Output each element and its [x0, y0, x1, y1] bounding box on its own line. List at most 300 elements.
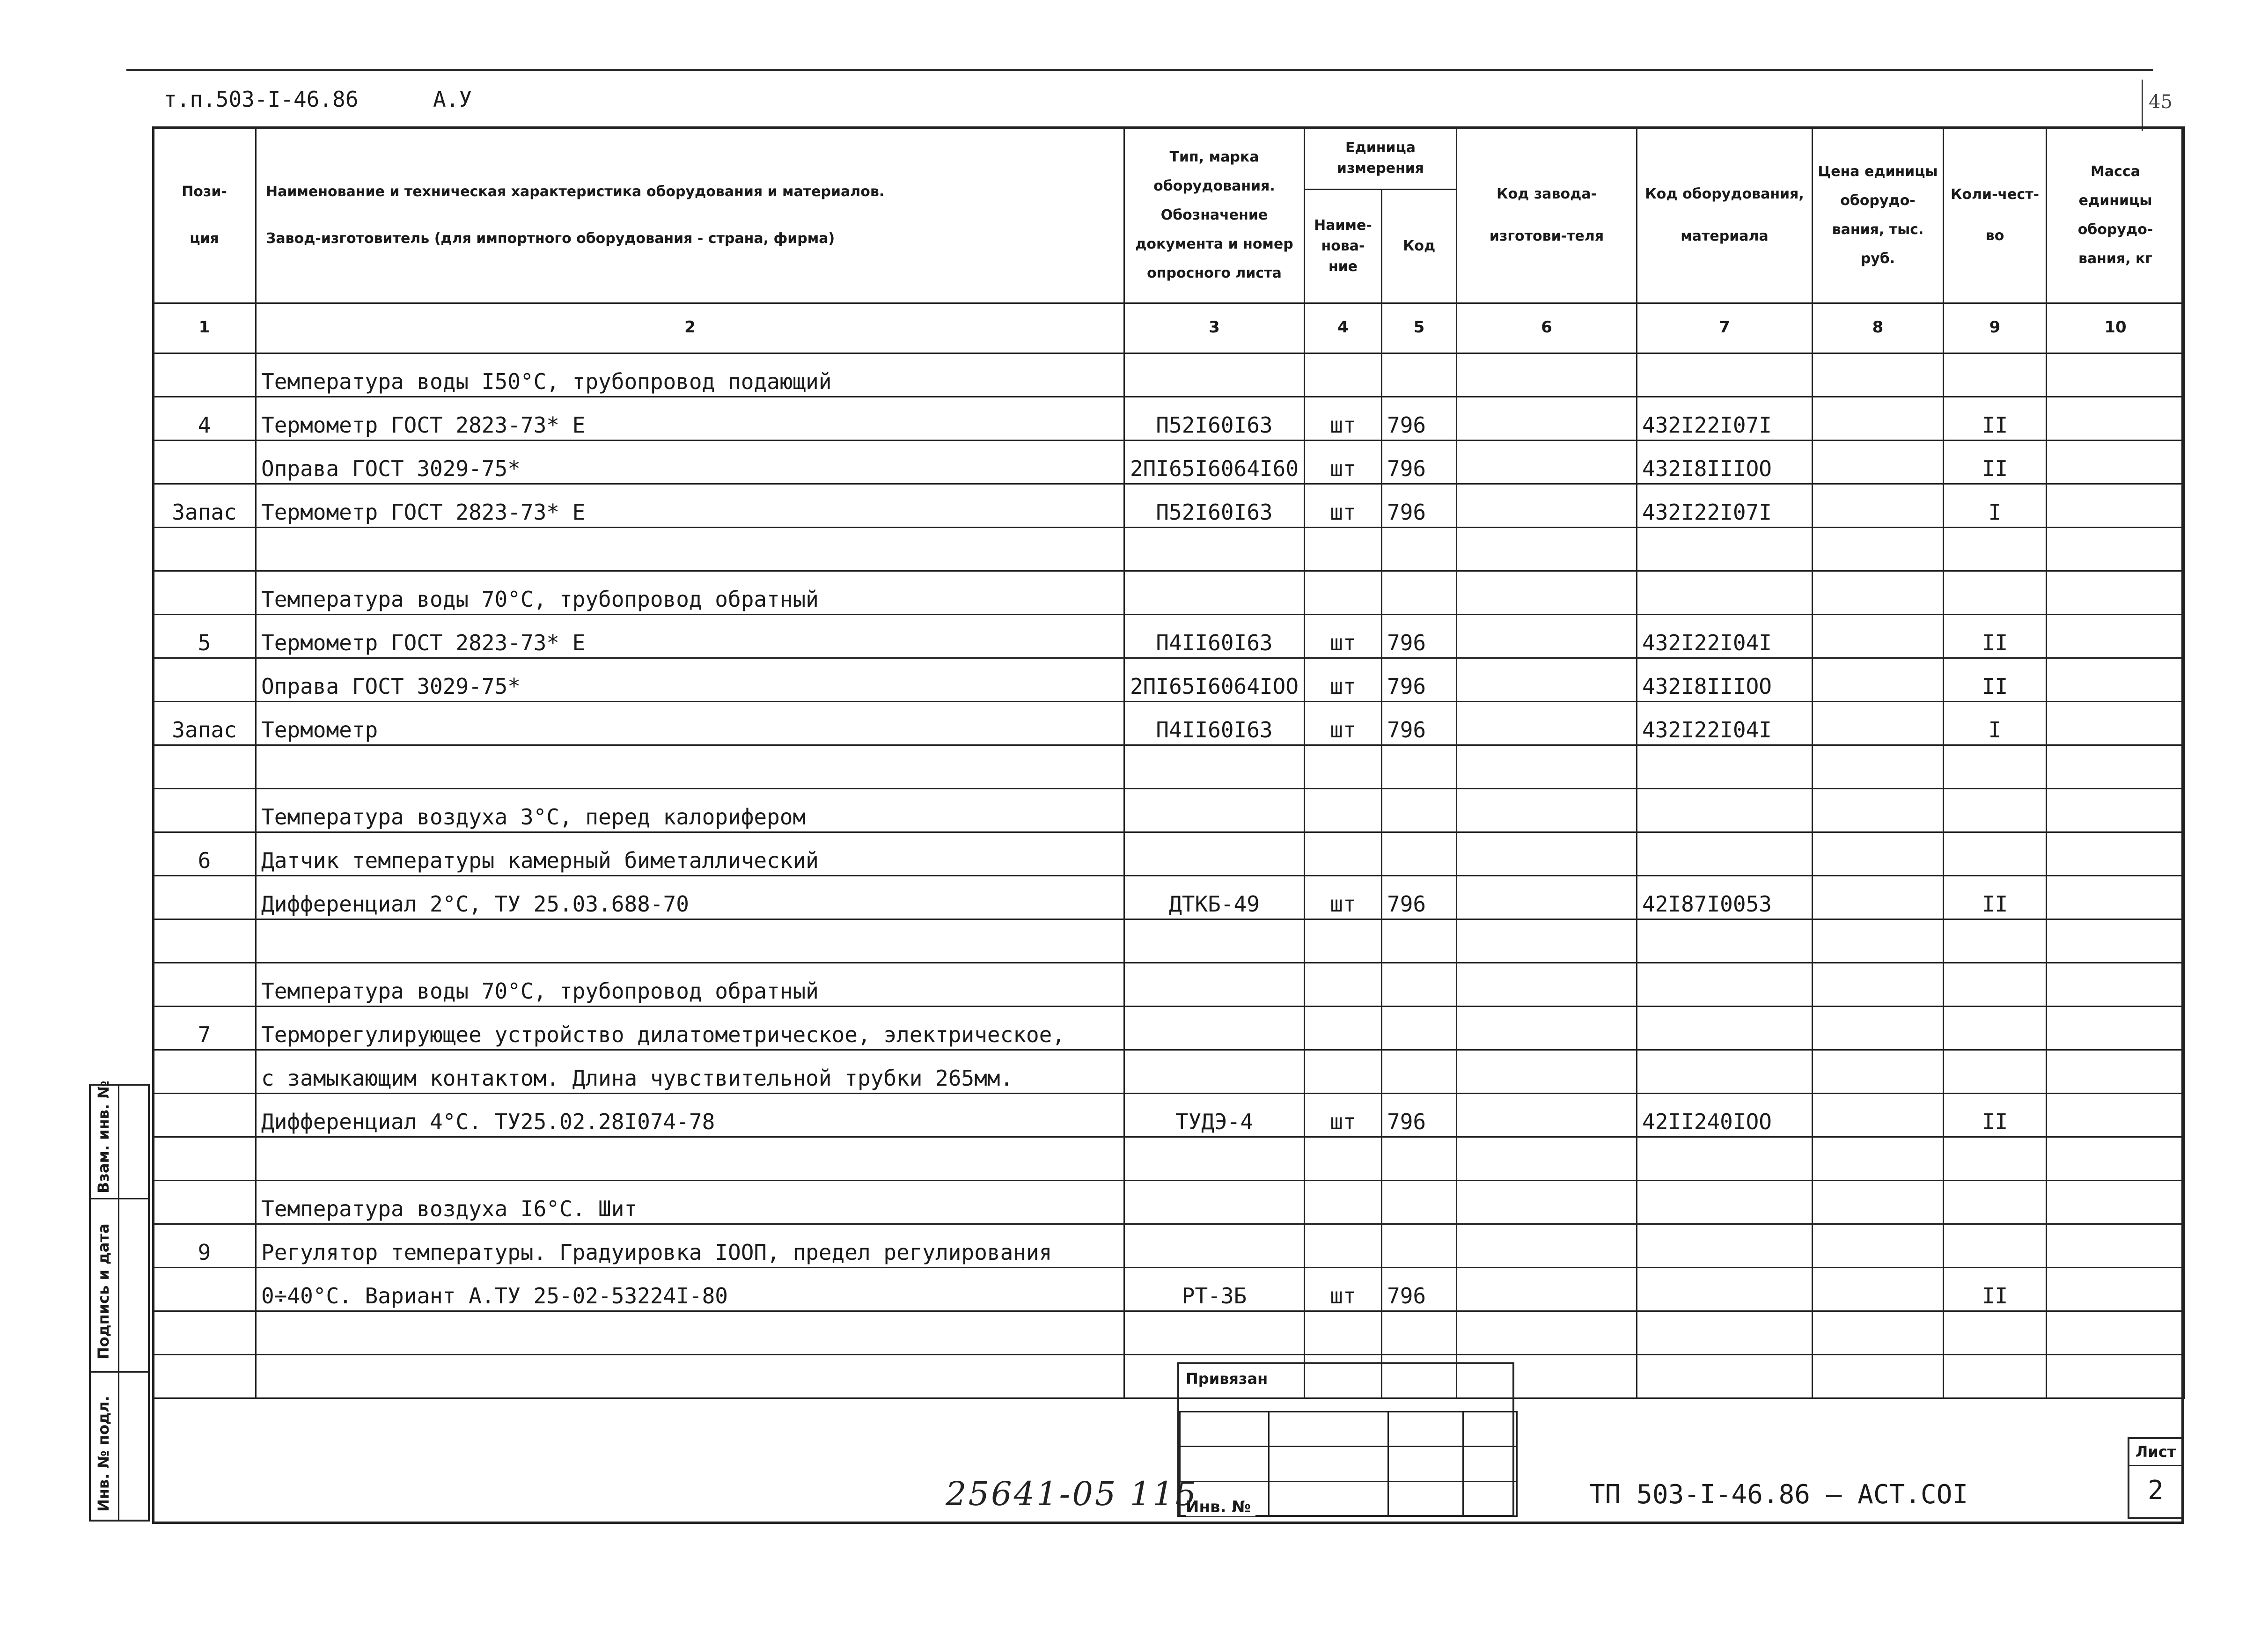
- type-cell: РТ-3Б: [1124, 1268, 1305, 1311]
- quantity-cell: [1944, 745, 2047, 789]
- col-number: 6: [1457, 303, 1637, 353]
- unit-code-cell: [1382, 832, 1457, 876]
- type-cell: [1124, 1137, 1305, 1181]
- col-number: 1: [153, 303, 256, 353]
- unit-cell: [1305, 528, 1382, 571]
- mass-cell: [2047, 745, 2185, 789]
- price-cell: [1813, 528, 1944, 571]
- plant-code-cell: [1457, 876, 1637, 919]
- price-cell: [1813, 789, 1944, 832]
- table-row: [153, 397, 2185, 441]
- name-cell: [256, 1355, 1124, 1398]
- page-number: 45: [2149, 91, 2173, 113]
- unit-code-cell: [1382, 1224, 1457, 1268]
- type-cell: [1124, 789, 1305, 832]
- table-row: [153, 1181, 2185, 1224]
- position-cell: Запас: [153, 484, 256, 528]
- position-cell: [153, 353, 256, 397]
- header-name: [256, 127, 1124, 303]
- plant-code-cell: [1457, 658, 1637, 702]
- col-number: 9: [1944, 303, 2047, 353]
- price-cell: [1813, 615, 1944, 658]
- linked-label: Привязан: [1186, 1370, 1268, 1388]
- price-cell: [1813, 1050, 1944, 1094]
- price-cell: [1813, 441, 1944, 484]
- header-type: Тип, марка оборудования. Обозначение документа и номер опросного листа: [1124, 127, 1305, 303]
- material-code-cell: [1637, 1224, 1813, 1268]
- table-row: [153, 963, 2185, 1007]
- quantity-cell: II: [1944, 615, 2047, 658]
- material-code-cell: [1637, 745, 1813, 789]
- quantity-cell: [1944, 1137, 2047, 1181]
- unit-code-cell: 796: [1382, 441, 1457, 484]
- unit-code-cell: 796: [1382, 702, 1457, 745]
- type-cell: ТУДЭ-4: [1124, 1094, 1305, 1137]
- quantity-cell: II: [1944, 876, 2047, 919]
- unit-cell: шт: [1305, 484, 1382, 528]
- mass-cell: [2047, 484, 2185, 528]
- price-cell: [1813, 397, 1944, 441]
- type-cell: 2ПI65I6064I60: [1124, 441, 1305, 484]
- position-cell: [153, 528, 256, 571]
- column-numbers-row: [153, 303, 2185, 353]
- plant-code-cell: [1457, 919, 1637, 963]
- plant-code-cell: [1457, 702, 1637, 745]
- name-cell: Температура воды 70°С, трубопровод обратный: [256, 963, 1124, 1007]
- price-cell: [1813, 353, 1944, 397]
- unit-cell: шт: [1305, 1094, 1382, 1137]
- type-cell: [1124, 1311, 1305, 1355]
- price-cell: [1813, 963, 1944, 1007]
- table-row: [153, 832, 2185, 876]
- name-cell: Оправа ГОСТ 3029-75*: [256, 441, 1124, 484]
- name-cell: Дифференциал 2°С, ТУ 25.03.688-70: [256, 876, 1124, 919]
- name-cell: Термометр ГОСТ 2823-73* Е: [256, 615, 1124, 658]
- type-cell: [1124, 1224, 1305, 1268]
- sheet-box: [2128, 1437, 2184, 1519]
- unit-code-cell: 796: [1382, 615, 1457, 658]
- name-cell: Оправа ГОСТ 3029-75*: [256, 658, 1124, 702]
- top-rule: [126, 69, 2153, 71]
- material-code-cell: [1637, 1050, 1813, 1094]
- name-cell: Температура воздуха I6°С. Шит: [256, 1181, 1124, 1224]
- unit-cell: [1305, 1050, 1382, 1094]
- plant-code-cell: [1457, 963, 1637, 1007]
- quantity-cell: [1944, 963, 2047, 1007]
- name-cell: Регулятор температуры. Градуировка IООП, предел регулирования: [256, 1224, 1124, 1268]
- quantity-cell: [1944, 919, 2047, 963]
- position-cell: 5: [153, 615, 256, 658]
- mass-cell: [2047, 1224, 2185, 1268]
- mass-cell: [2047, 528, 2185, 571]
- header-plant-code: Код завода-изготови-теля: [1457, 127, 1637, 303]
- unit-code-cell: [1382, 571, 1457, 615]
- type-cell: П4II60I63: [1124, 702, 1305, 745]
- mass-cell: [2047, 1268, 2185, 1311]
- plant-code-cell: [1457, 1050, 1637, 1094]
- unit-code-cell: [1382, 745, 1457, 789]
- type-cell: 2ПI65I6064IОО: [1124, 658, 1305, 702]
- material-code-cell: 432I8IIIОО: [1637, 658, 1813, 702]
- quantity-cell: II: [1944, 441, 2047, 484]
- plant-code-cell: [1457, 789, 1637, 832]
- plant-code-cell: [1457, 571, 1637, 615]
- table-row: [153, 1268, 2185, 1311]
- type-cell: [1124, 1050, 1305, 1094]
- plant-code-cell: [1457, 1094, 1637, 1137]
- quantity-cell: II: [1944, 658, 2047, 702]
- plant-code-cell: [1457, 441, 1637, 484]
- unit-cell: [1305, 1007, 1382, 1050]
- price-cell: [1813, 484, 1944, 528]
- header-position: Пози- ция: [153, 127, 256, 303]
- inventory-original-label: Инв. № подл.: [95, 1396, 112, 1512]
- mass-cell: [2047, 1007, 2185, 1050]
- quantity-cell: [1944, 571, 2047, 615]
- name-cell: Датчик температуры камерный биметаллический: [256, 832, 1124, 876]
- material-code-cell: [1637, 528, 1813, 571]
- name-cell: [256, 1311, 1124, 1355]
- table-row: [153, 1311, 2185, 1355]
- unit-code-cell: 796: [1382, 397, 1457, 441]
- type-cell: П52I60I63: [1124, 397, 1305, 441]
- name-cell: 0÷40°С. Вариант А.ТУ 25-02-53224I-80: [256, 1268, 1124, 1311]
- mass-cell: [2047, 658, 2185, 702]
- type-cell: [1124, 919, 1305, 963]
- header-material-code: Код оборудования, материала: [1637, 127, 1813, 303]
- table-row: [153, 1007, 2185, 1050]
- table-row: [153, 1137, 2185, 1181]
- sheet-label: Лист: [2129, 1439, 2182, 1466]
- type-cell: [1124, 528, 1305, 571]
- mass-cell: [2047, 1355, 2185, 1398]
- unit-cell: [1305, 1311, 1382, 1355]
- plant-code-cell: [1457, 353, 1637, 397]
- price-cell: [1813, 1181, 1944, 1224]
- unit-cell: шт: [1305, 702, 1382, 745]
- specification-table: [152, 126, 2185, 1399]
- material-code-cell: [1637, 1181, 1813, 1224]
- price-cell: [1813, 1224, 1944, 1268]
- price-cell: [1813, 876, 1944, 919]
- mass-cell: [2047, 353, 2185, 397]
- mass-cell: [2047, 1050, 2185, 1094]
- name-cell: Температура воды 70°С, трубопровод обратный: [256, 571, 1124, 615]
- plant-code-cell: [1457, 1181, 1637, 1224]
- table-row: [153, 702, 2185, 745]
- mass-cell: [2047, 571, 2185, 615]
- quantity-cell: II: [1944, 397, 2047, 441]
- type-cell: [1124, 963, 1305, 1007]
- unit-code-cell: [1382, 1137, 1457, 1181]
- price-cell: [1813, 1355, 1944, 1398]
- name-cell: Температура воды I50°С, трубопровод подающий: [256, 353, 1124, 397]
- position-cell: [153, 441, 256, 484]
- position-cell: [153, 1050, 256, 1094]
- price-cell: [1813, 745, 1944, 789]
- unit-code-cell: 796: [1382, 876, 1457, 919]
- type-cell: [1124, 1181, 1305, 1224]
- unit-cell: шт: [1305, 876, 1382, 919]
- material-code-cell: 432I22I07I: [1637, 397, 1813, 441]
- approval-sidebar: [89, 1081, 150, 1522]
- type-cell: [1124, 571, 1305, 615]
- quantity-cell: [1944, 832, 2047, 876]
- unit-cell: шт: [1305, 658, 1382, 702]
- plant-code-cell: [1457, 1007, 1637, 1050]
- table-row: [153, 353, 2185, 397]
- price-cell: [1813, 658, 1944, 702]
- position-cell: [153, 658, 256, 702]
- mass-cell: [2047, 1181, 2185, 1224]
- quantity-cell: [1944, 528, 2047, 571]
- plant-code-cell: [1457, 1224, 1637, 1268]
- name-cell: [256, 528, 1124, 571]
- unit-cell: [1305, 353, 1382, 397]
- table-row: [153, 1355, 2185, 1398]
- unit-code-cell: [1382, 1181, 1457, 1224]
- position-cell: [153, 1137, 256, 1181]
- quantity-cell: [1944, 353, 2047, 397]
- unit-code-cell: 796: [1382, 1268, 1457, 1311]
- material-code-cell: [1637, 832, 1813, 876]
- name-cell: [256, 919, 1124, 963]
- unit-cell: шт: [1305, 441, 1382, 484]
- material-code-cell: [1637, 1137, 1813, 1181]
- material-code-cell: 432I22I04I: [1637, 615, 1813, 658]
- quantity-cell: [1944, 1355, 2047, 1398]
- material-code-cell: [1637, 1355, 1813, 1398]
- mass-cell: [2047, 441, 2185, 484]
- position-cell: [153, 789, 256, 832]
- position-cell: [153, 1094, 256, 1137]
- quantity-cell: [1944, 1224, 2047, 1268]
- unit-cell: [1305, 1224, 1382, 1268]
- table-row: [153, 571, 2185, 615]
- position-cell: [153, 1181, 256, 1224]
- mass-cell: [2047, 702, 2185, 745]
- position-cell: [153, 745, 256, 789]
- price-cell: [1813, 571, 1944, 615]
- col-number: 7: [1637, 303, 1813, 353]
- unit-cell: шт: [1305, 615, 1382, 658]
- position-cell: [153, 1311, 256, 1355]
- mass-cell: [2047, 876, 2185, 919]
- price-cell: [1813, 702, 1944, 745]
- plant-code-cell: [1457, 1137, 1637, 1181]
- col-number: 3: [1124, 303, 1305, 353]
- position-cell: [153, 1268, 256, 1311]
- table-row: [153, 919, 2185, 963]
- handwritten-number: 25641-05 115: [946, 1475, 1198, 1513]
- quantity-cell: [1944, 1181, 2047, 1224]
- unit-code-cell: [1382, 963, 1457, 1007]
- name-cell: [256, 1137, 1124, 1181]
- name-cell: Термометр ГОСТ 2823-73* Е: [256, 484, 1124, 528]
- table-row: [153, 789, 2185, 832]
- table-row: [153, 528, 2185, 571]
- type-cell: [1124, 832, 1305, 876]
- header-mass: Масса единицы оборудо-вания, кг: [2047, 127, 2185, 303]
- col-number: 8: [1813, 303, 1944, 353]
- name-cell: Термометр ГОСТ 2823-73* Е: [256, 397, 1124, 441]
- header-quantity: Коли-чест-во: [1944, 127, 2047, 303]
- col-number: 4: [1305, 303, 1382, 353]
- quantity-cell: [1944, 1007, 2047, 1050]
- table-row: [153, 745, 2185, 789]
- position-cell: [153, 571, 256, 615]
- type-cell: [1124, 745, 1305, 789]
- material-code-cell: [1637, 1311, 1813, 1355]
- plant-code-cell: [1457, 484, 1637, 528]
- material-code-cell: 432I22I07I: [1637, 484, 1813, 528]
- type-cell: [1124, 1007, 1305, 1050]
- table-row: [153, 484, 2185, 528]
- mass-cell: [2047, 1311, 2185, 1355]
- header-unit-name: Наиме-нова-ние: [1305, 190, 1382, 303]
- quantity-cell: II: [1944, 1268, 2047, 1311]
- quantity-cell: [1944, 1311, 2047, 1355]
- type-cell: ДТКБ-49: [1124, 876, 1305, 919]
- sign-date-label: Подпись и дата: [95, 1223, 112, 1360]
- doc-id: т.п.503-I-46.86: [164, 87, 359, 112]
- material-code-cell: 432I8IIIОО: [1637, 441, 1813, 484]
- unit-code-cell: [1382, 353, 1457, 397]
- unit-cell: [1305, 571, 1382, 615]
- position-cell: [153, 1355, 256, 1398]
- position-cell: [153, 919, 256, 963]
- unit-cell: [1305, 832, 1382, 876]
- quantity-cell: I: [1944, 702, 2047, 745]
- col-number: 2: [256, 303, 1124, 353]
- name-cell: Термометр: [256, 702, 1124, 745]
- plant-code-cell: [1457, 745, 1637, 789]
- material-code-cell: [1637, 1007, 1813, 1050]
- mass-cell: [2047, 789, 2185, 832]
- mass-cell: [2047, 1137, 2185, 1181]
- material-code-cell: [1637, 1268, 1813, 1311]
- unit-cell: [1305, 1181, 1382, 1224]
- material-code-cell: [1637, 919, 1813, 963]
- name-cell: [256, 745, 1124, 789]
- col-number: 10: [2047, 303, 2185, 353]
- col-number: 5: [1382, 303, 1457, 353]
- name-cell: Терморегулирующее устройство дилатометрическое, электрическое,: [256, 1007, 1124, 1050]
- plant-code-cell: [1457, 1311, 1637, 1355]
- unit-cell: [1305, 963, 1382, 1007]
- table-row: [153, 876, 2185, 919]
- table-row: [153, 1094, 2185, 1137]
- table-row: [153, 615, 2185, 658]
- inventory-label: Инв. №: [1186, 1498, 1255, 1516]
- plant-code-cell: [1457, 528, 1637, 571]
- linked-stamp: [1177, 1362, 1514, 1517]
- replace-inventory-label: Взам. инв. №: [95, 1081, 112, 1193]
- table-row: [153, 1224, 2185, 1268]
- price-cell: [1813, 1137, 1944, 1181]
- unit-code-cell: [1382, 919, 1457, 963]
- material-code-cell: 432I22I04I: [1637, 702, 1813, 745]
- name-cell: с замыкающим контактом. Длина чувствительной трубки 265мм.: [256, 1050, 1124, 1094]
- unit-cell: шт: [1305, 397, 1382, 441]
- quantity-cell: [1944, 1050, 2047, 1094]
- unit-cell: шт: [1305, 1268, 1382, 1311]
- unit-cell: [1305, 745, 1382, 789]
- price-cell: [1813, 1311, 1944, 1355]
- type-cell: П52I60I63: [1124, 484, 1305, 528]
- position-cell: 7: [153, 1007, 256, 1050]
- type-cell: П4II60I63: [1124, 615, 1305, 658]
- price-cell: [1813, 1007, 1944, 1050]
- document-code: ТП 503-I-46.86 – АСТ.СОI: [1589, 1479, 1968, 1510]
- price-cell: [1813, 1268, 1944, 1311]
- quantity-cell: [1944, 789, 2047, 832]
- sidebar-cell: [91, 1371, 148, 1521]
- position-cell: [153, 876, 256, 919]
- header-name-line1: Наименование и техническая характеристика оборудования и материалов.: [266, 183, 885, 200]
- plant-code-cell: [1457, 397, 1637, 441]
- position-cell: [153, 963, 256, 1007]
- header-name-line2: Завод-изготовитель (для импортного оборудования - страна, фирма): [266, 230, 835, 247]
- unit-cell: [1305, 1137, 1382, 1181]
- plant-code-cell: [1457, 832, 1637, 876]
- header-unit-code: Код: [1382, 190, 1457, 303]
- mass-cell: [2047, 832, 2185, 876]
- material-code-cell: [1637, 353, 1813, 397]
- quantity-cell: I: [1944, 484, 2047, 528]
- position-cell: Запас: [153, 702, 256, 745]
- material-code-cell: 42I87I0053: [1637, 876, 1813, 919]
- unit-code-cell: [1382, 789, 1457, 832]
- material-code-cell: 42II240IОО: [1637, 1094, 1813, 1137]
- plant-code-cell: [1457, 615, 1637, 658]
- plant-code-cell: [1457, 1268, 1637, 1311]
- table-row: [153, 658, 2185, 702]
- unit-code-cell: 796: [1382, 484, 1457, 528]
- name-cell: Дифференциал 4°С. ТУ25.02.28I074-78: [256, 1094, 1124, 1137]
- unit-cell: [1305, 919, 1382, 963]
- unit-code-cell: [1382, 1007, 1457, 1050]
- mass-cell: [2047, 919, 2185, 963]
- type-cell: [1124, 353, 1305, 397]
- table-row: [153, 1050, 2185, 1094]
- sidebar-cell: [91, 1081, 148, 1199]
- sidebar-cell: [91, 1198, 148, 1373]
- mass-cell: [2047, 615, 2185, 658]
- price-cell: [1813, 832, 1944, 876]
- mass-cell: [2047, 1094, 2185, 1137]
- position-cell: 4: [153, 397, 256, 441]
- header-price: Цена единицы оборудо-вания, тыс. руб.: [1813, 127, 1944, 303]
- unit-code-cell: [1382, 1050, 1457, 1094]
- position-cell: 9: [153, 1224, 256, 1268]
- table-row: [153, 441, 2185, 484]
- material-code-cell: [1637, 963, 1813, 1007]
- sheet-number: 2: [2148, 1475, 2164, 1506]
- unit-code-cell: 796: [1382, 1094, 1457, 1137]
- unit-code-cell: [1382, 528, 1457, 571]
- mass-cell: [2047, 397, 2185, 441]
- album-code: А.У: [433, 87, 472, 112]
- mass-cell: [2047, 963, 2185, 1007]
- unit-code-cell: [1382, 1311, 1457, 1355]
- quantity-cell: II: [1944, 1094, 2047, 1137]
- name-cell: Температура воздуха 3°С, перед калорифером: [256, 789, 1124, 832]
- price-cell: [1813, 1094, 1944, 1137]
- unit-code-cell: 796: [1382, 658, 1457, 702]
- position-cell: 6: [153, 832, 256, 876]
- material-code-cell: [1637, 571, 1813, 615]
